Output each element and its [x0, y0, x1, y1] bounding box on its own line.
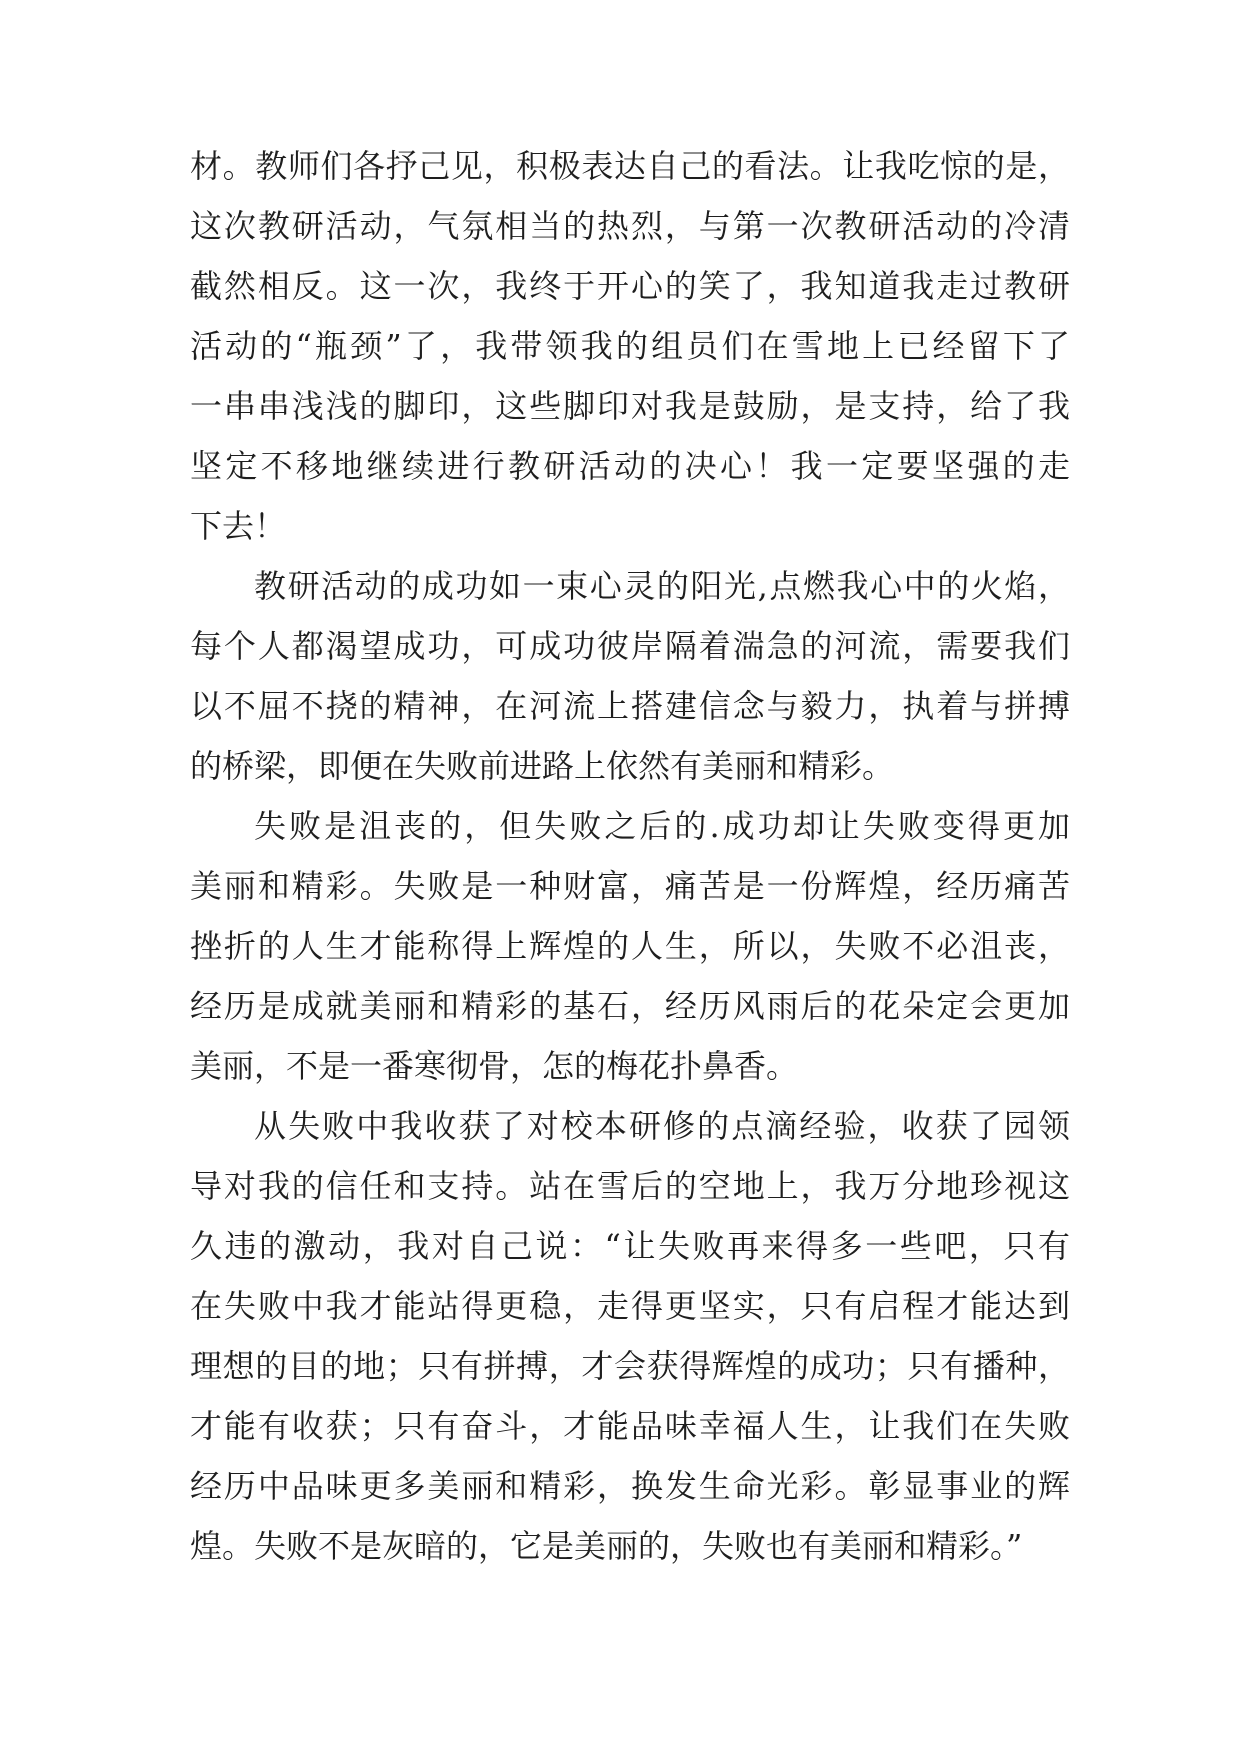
text-line: 经历是成就美丽和精彩的基石，经历风雨后的花朵定会更加 [190, 987, 1070, 1025]
text-line: 久违的激动，我对自己说：“让失败再来得多一些吧，只有 [190, 1227, 1070, 1265]
text-line: 截然相反。这一次，我终于开心的笑了，我知道我走过教研 [190, 267, 1070, 305]
text-line: 这次教研活动，气氛相当的热烈，与第一次教研活动的冷清 [190, 207, 1070, 245]
text-line: 经历中品味更多美丽和精彩，换发生命光彩。彰显事业的辉 [190, 1467, 1070, 1505]
text-line: 坚定不移地继续进行教研活动的决心！我一定要坚强的走 [190, 447, 1070, 485]
paragraph-first-line: 教研活动的成功如一束心灵的阳光,点燃我心中的火焰， [254, 567, 1070, 605]
text-line: 的桥梁，即便在失败前进路上依然有美丽和精彩。 [190, 747, 895, 785]
text-line: 挫折的人生才能称得上辉煌的人生，所以，失败不必沮丧， [190, 927, 1070, 965]
paragraph-first-line: 失败是沮丧的，但失败之后的.成功却让失败变得更加 [254, 807, 1070, 845]
text-line: 材。教师们各抒己见，积极表达自己的看法。让我吃惊的是， [190, 147, 1070, 185]
text-line: 导对我的信任和支持。站在雪后的空地上，我万分地珍视这 [190, 1167, 1070, 1205]
text-line: 下去！ [190, 507, 287, 545]
text-line: 在失败中我才能站得更稳，走得更坚实，只有启程才能达到 [190, 1287, 1070, 1325]
text-line: 理想的目的地；只有拼搏，才会获得辉煌的成功；只有播种， [190, 1347, 1070, 1385]
text-line: 活动的“瓶颈”了，我带领我的组员们在雪地上已经留下了 [190, 327, 1070, 365]
text-line: 以不屈不挠的精神，在河流上搭建信念与毅力，执着与拼搏 [190, 687, 1070, 725]
paragraph-first-line: 从失败中我收获了对校本研修的点滴经验，收获了园领 [254, 1107, 1070, 1145]
text-line: 美丽，不是一番寒彻骨，怎的梅花扑鼻香。 [190, 1047, 799, 1085]
text-line: 美丽和精彩。失败是一种财富，痛苦是一份辉煌，经历痛苦 [190, 867, 1070, 905]
text-line: 一串串浅浅的脚印，这些脚印对我是鼓励，是支持，给了我 [190, 387, 1070, 425]
text-line: 每个人都渴望成功，可成功彼岸隔着湍急的河流，需要我们 [190, 627, 1070, 665]
text-line: 才能有收获；只有奋斗，才能品味幸福人生，让我们在失败 [190, 1407, 1070, 1445]
text-line: 煌。失败不是灰暗的，它是美丽的，失败也有美丽和精彩。” [190, 1527, 1023, 1565]
